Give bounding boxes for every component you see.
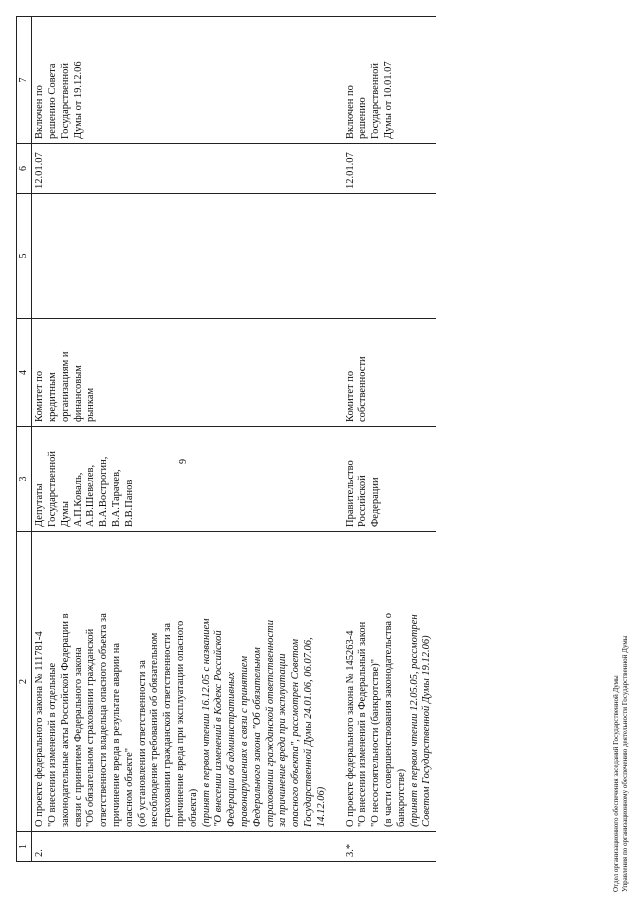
bill-description-cell <box>331 532 437 832</box>
footer-line-department: Отдел организационного обеспечения заседаний Государственной Думы <box>612 675 620 892</box>
column-5-cell <box>331 194 437 319</box>
note-line: Включен по <box>34 85 46 139</box>
description-line: связи с принятием Федерального закона <box>72 647 84 827</box>
footer <box>612 636 630 892</box>
initiator-line: Российской <box>357 475 369 527</box>
row-number-cell <box>32 832 331 862</box>
committee-line: собственности <box>357 356 369 422</box>
description-line: "О внесении изменений в отдельные <box>46 662 58 827</box>
description-line: объекта) <box>187 788 199 827</box>
description-line: законодательные акты Российской Федерации в <box>59 613 71 827</box>
committee-line: кредитным <box>46 372 58 422</box>
description-line: (в части совершенствования законодательства о <box>382 613 394 827</box>
description-line: О проекте федерального закона № 111781-4 <box>34 631 46 827</box>
note-cell <box>331 17 437 144</box>
committee-cell <box>32 319 331 427</box>
table-row <box>331 17 437 862</box>
note-line: Государственной <box>370 63 382 139</box>
row-number-cell <box>331 832 437 862</box>
committee-line: организациям и <box>59 351 71 422</box>
description-line: страховании гражданской ответственности за <box>162 623 174 827</box>
row-number: 2. <box>34 849 46 857</box>
initiator-line: В.В.Панов <box>123 479 135 527</box>
description-line: несоблюдение требований об обязательном <box>149 632 161 827</box>
date-cell <box>331 144 437 194</box>
page-number: 9 <box>178 459 189 464</box>
description-line: страховании гражданской ответственности <box>264 619 276 827</box>
description-line: (принят в первом чтении 12.05.05, рассмотрен <box>408 614 420 827</box>
initiator-line: Депутаты <box>34 483 46 527</box>
table-row <box>32 17 331 862</box>
initiator-line: Государственной <box>46 451 58 527</box>
committee-line: финансовым <box>72 365 84 422</box>
note-line: Думы от 10.01.07 <box>382 61 394 139</box>
date-value: 12.01.07 <box>344 152 356 189</box>
register-table <box>16 16 436 862</box>
description-line: правонарушениях в связи с принятием <box>238 655 250 827</box>
initiator-line: Федерации <box>370 477 382 527</box>
date-value: 12.01.07 <box>34 152 46 189</box>
column-header-1: 1 <box>17 832 32 862</box>
column-5-cell <box>32 194 331 319</box>
description-line: Федерального закона "Об обязательном <box>251 647 263 827</box>
column-header-3: 3 <box>17 427 32 532</box>
description-line: причинение вреда при эксплуатации опасного <box>174 620 186 827</box>
row-number: 3.* <box>344 843 356 857</box>
column-header-2: 2 <box>17 532 32 832</box>
description-line: причинение вреда в результате аварии на <box>110 642 122 827</box>
description-line: Советом Государственной Думы 19.12.06) <box>421 635 433 827</box>
committee-cell <box>331 319 437 427</box>
initiator-line: Правительство <box>344 460 356 527</box>
column-header-4: 4 <box>17 319 32 427</box>
column-header-7: 7 <box>17 17 32 144</box>
initiator-line: А.В.Шевелев, <box>85 464 97 527</box>
initiator-line: А.П.Коваль, <box>72 472 84 527</box>
description-line: "О внесении изменений в Кодекс Российской <box>213 630 225 827</box>
description-line: ответственности владельца опасного объекта за <box>98 613 110 827</box>
description-line: за причинение вреда при эксплуатации <box>277 653 289 827</box>
column-header-6: 6 <box>17 144 32 194</box>
note-cell <box>32 17 331 144</box>
initiator-line: В.А.Вострогин, <box>98 456 110 527</box>
column-header-5: 5 <box>17 194 32 319</box>
initiator-line: Думы <box>59 501 71 527</box>
initiator-cell <box>331 427 437 532</box>
committee-line: Комитет по <box>344 370 356 422</box>
description-line: (принят в первом чтении 16.12.05 с названием <box>200 618 212 827</box>
note-line: Государственной <box>59 63 71 139</box>
bill-description-cell <box>32 532 331 832</box>
footer-line-directorate: Управления по организационному обеспечению деятельности Государственной Думы <box>621 635 630 892</box>
initiator-cell <box>32 427 331 532</box>
note-line: решению <box>357 97 369 139</box>
description-line: О проекте федерального закона № 145263-4 <box>344 630 356 827</box>
description-line: 14.12.06) <box>315 786 327 827</box>
description-line: "Об обязательном страховании гражданской <box>85 628 97 827</box>
table-header-row <box>17 17 32 862</box>
note-line: Включен по <box>344 85 356 139</box>
committee-line: рынкам <box>85 387 97 422</box>
description-line: Федерации об административных <box>226 672 238 827</box>
description-line: опасном объекте" <box>123 747 135 827</box>
description-line: банкротстве) <box>395 768 407 827</box>
date-cell <box>32 144 331 194</box>
initiator-line: В.А.Тарачев, <box>110 469 122 527</box>
note-line: решению Совета <box>46 63 58 139</box>
description-line: "О несостоятельности (банкротстве)" <box>370 659 382 827</box>
description-line: "О внесении изменений в Федеральный закон <box>357 621 369 827</box>
description-line: опасного объекта", рассмотрен Советом <box>290 638 302 827</box>
note-line: Думы от 19.12.06 <box>72 61 84 139</box>
description-line: (об установлении ответственности за <box>136 660 148 827</box>
description-line: Государственной Думы 24.01.06, 06.07.06, <box>302 637 314 827</box>
committee-line: Комитет по <box>34 370 46 422</box>
